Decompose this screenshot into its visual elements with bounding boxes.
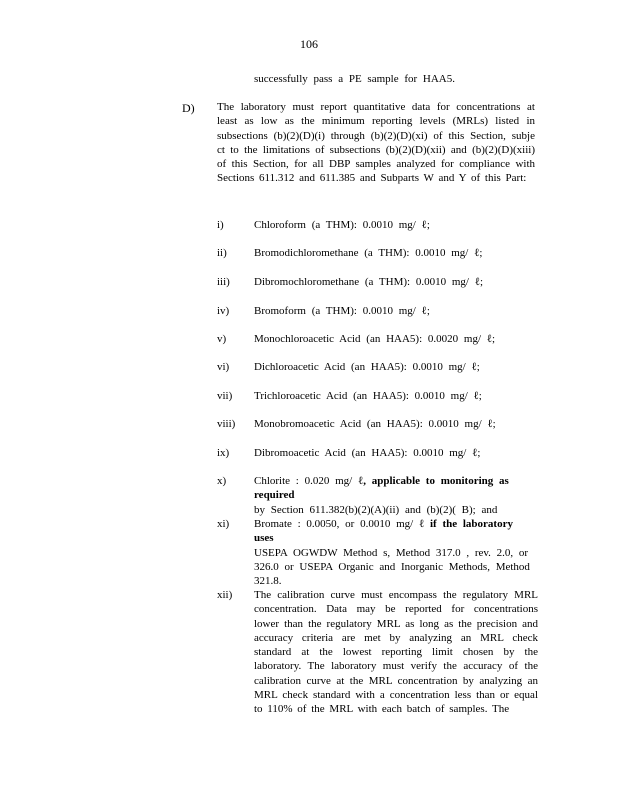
item-number: vi) xyxy=(217,361,230,373)
carryover-line: successfully pass a PE sample for HAA5. xyxy=(254,73,455,85)
item-number: ii) xyxy=(217,247,227,259)
chlorite-condition: , applicable to monitoring as required xyxy=(254,475,509,502)
item-text: Bromoform (a THM): 0.0010 mg/ ℓ; xyxy=(254,305,430,317)
chlorite-value: Chlorite : 0.020 mg/ ℓ xyxy=(254,475,364,487)
item-text xyxy=(254,517,538,588)
item-number: iv) xyxy=(217,305,230,317)
item-text: Monochloroacetic Acid (an HAA5): 0.0020 mg/ ℓ; xyxy=(254,333,496,345)
item-number: v) xyxy=(217,333,227,345)
item-text: Chloroform (a THM): 0.0010 mg/ ℓ; xyxy=(254,219,430,231)
item-text: Bromodichloromethane (a THM): 0.0010 mg/ ℓ; xyxy=(254,247,483,259)
item-number: iii) xyxy=(217,276,230,288)
item-text: Monobromoacetic Acid (an HAA5): 0.0010 mg/ ℓ; xyxy=(254,418,496,430)
item-text: Dibromoacetic Acid (an HAA5): 0.0010 mg/ ℓ; xyxy=(254,447,481,459)
bromate-condition: if the laboratory uses xyxy=(254,518,513,545)
section-d-label: D) xyxy=(182,101,195,115)
item-number: vii) xyxy=(217,390,233,402)
item-text xyxy=(254,474,538,517)
item-number: xi) xyxy=(217,518,230,530)
chlorite-reference: by Section 611.382(b)(2)(A)(ii) and (b)(2)( B); and xyxy=(254,503,498,516)
item-number: i) xyxy=(217,219,224,231)
bromate-methods: USEPA OGWDW Method s, Method 317.0 , rev. 2.0, or 326.0 or USEPA Organic and Inorganic Methods, Method 321.8. xyxy=(254,546,530,588)
item-text: The calibration curve must encompass the regulatory MRL concentration. Data may be reported for concentrations lower than the regulatory MRL as long as the precision and accuracy criteria are met by analyzing an MRL check standard at the lowest reporting limit chosen by the laboratory. The laboratory must verify the accuracy of the calibration curve at the MRL concentration by analyzing an MRL check standard with a concentration less than or equal to 110% of the MRL with each batch of samples. The xyxy=(254,589,538,716)
page-number: 106 xyxy=(300,37,318,51)
item-number: ix) xyxy=(217,447,230,459)
item-text: Dibromochloromethane (a THM): 0.0010 mg/ ℓ; xyxy=(254,276,484,288)
section-d-paragraph: The laboratory must report quantitative data for concentrations at least as low as the minimum reporting levels (MRLs) listed in subsections (b)(2)(D)(i) through (b)(2)(D)(xi) of this Section, subje ct to the limitations of subsections (b)(2)(D)(xii) and (b)(2)(D)(xiii) of this Section, for all DBP samples analyzed for compliance with Sections 611.312 and 611.385 and Subparts W and Y of this Part: xyxy=(217,101,535,185)
item-number: x) xyxy=(217,475,227,487)
item-text: Trichloroacetic Acid (an HAA5): 0.0010 mg/ ℓ; xyxy=(254,390,482,402)
item-text: Dichloroacetic Acid (an HAA5): 0.0010 mg/ ℓ; xyxy=(254,361,480,373)
bromate-value: Bromate : 0.0050, or 0.0010 mg/ ℓ xyxy=(254,518,425,530)
item-number: xii) xyxy=(217,589,233,601)
item-number: viii) xyxy=(217,418,236,430)
